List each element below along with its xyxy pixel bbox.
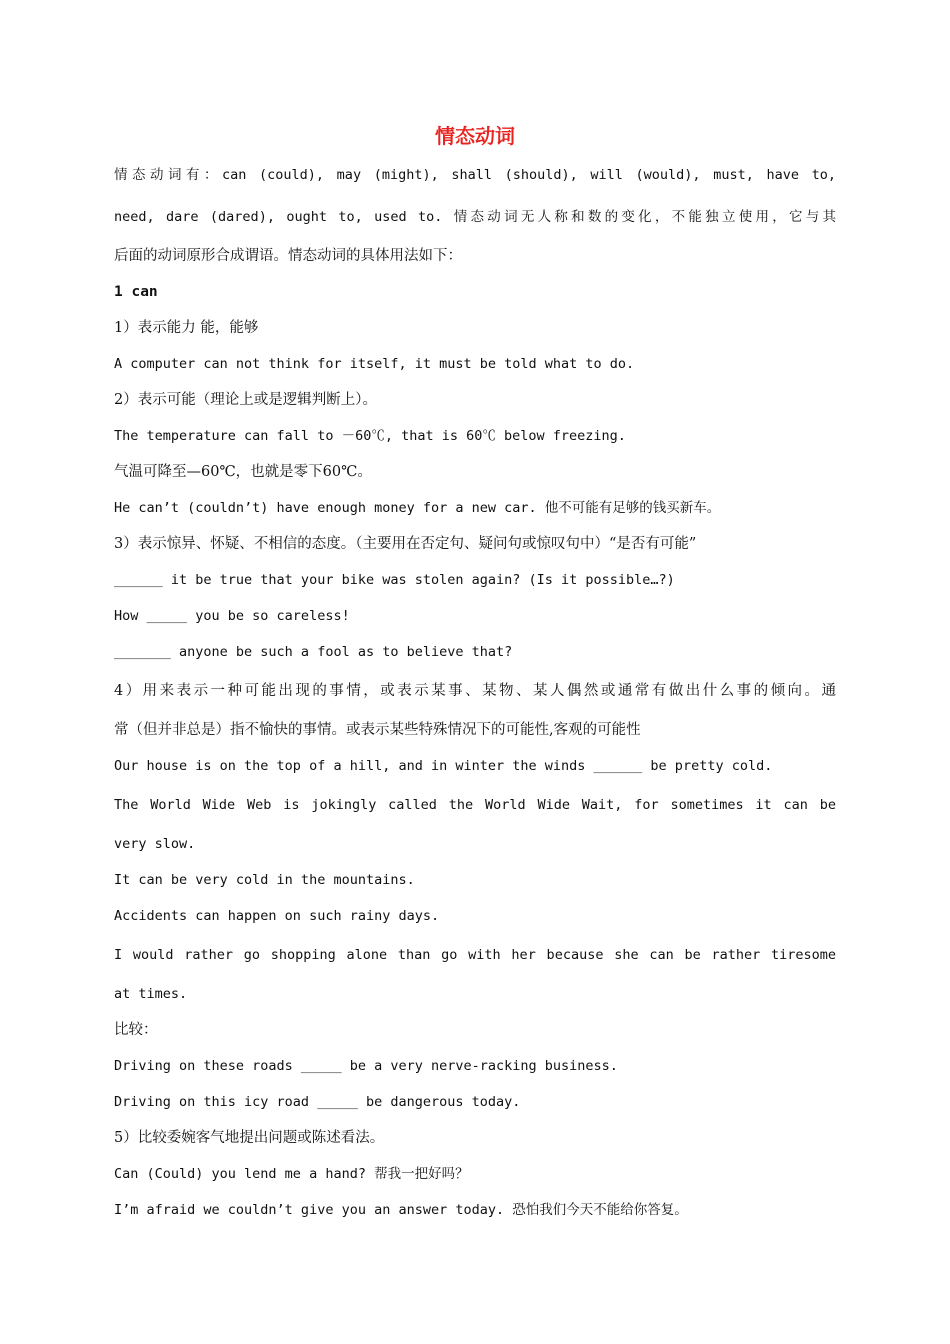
text-line: He can’t (couldn’t) have enough money for a new car. 他不可能有足够的钱买新车。	[114, 500, 721, 516]
text-line: 2）表示可能（理论上或是逻辑判断上）。	[114, 392, 377, 408]
section-heading: 1 can	[114, 284, 158, 300]
text-line: Can (Could) you lend me a hand? 帮我一把好吗？	[114, 1166, 469, 1182]
text-line: The World Wide Web is jokingly called the World Wide Wait, for sometimes it can be	[114, 797, 836, 813]
text-line: 情态动词有：can (could), may (might), shall (should), will (would), must, have to,	[114, 167, 836, 183]
text-line: 3）表示惊异、怀疑、不相信的态度。（主要用在否定句、疑问句或惊叹句中）“是否有可能”	[114, 536, 697, 552]
text-line: It can be very cold in the mountains.	[114, 872, 415, 888]
text-line: very slow.	[114, 836, 196, 852]
text-line: Our house is on the top of a hill, and in winter the winds ______ be pretty cold.	[114, 758, 773, 774]
text-line: ______ it be true that your bike was stolen again? (Is it possible…?)	[114, 572, 675, 588]
text-line: The temperature can fall to －60℃, that is 60℃ below freezing.	[114, 428, 626, 444]
text-line: Driving on this icy road _____ be dangerous today.	[114, 1094, 521, 1110]
text-line: 比较：	[114, 1022, 158, 1038]
text-line: A computer can not think for itself, it must be told what to do.	[114, 356, 635, 372]
text-line: 4）用来表示一种可能出现的事情，或表示某事、某物、某人偶然或通常有做出什么事的倾向。通	[114, 683, 836, 699]
document-page	[114, 118, 836, 1228]
text-line: need, dare (dared), ought to, used to. 情态动词无人称和数的变化，不能独立使用，它与其	[114, 209, 836, 225]
text-line: Accidents can happen on such rainy days.	[114, 908, 440, 924]
text-line: 后面的动词原形合成谓语。情态动词的具体用法如下：	[114, 248, 462, 264]
text-line: I would rather go shopping alone than go with her because she can be rather tiresome	[114, 947, 836, 963]
text-line: 气温可降至—60℃，也就是零下60℃。	[114, 464, 372, 480]
text-line: _______ anyone be such a fool as to believe that?	[114, 644, 513, 660]
page-title: 情态动词	[435, 124, 515, 148]
text-line: 5）比较委婉客气地提出问题或陈述看法。	[114, 1130, 385, 1146]
text-line: How _____ you be so careless!	[114, 608, 350, 624]
text-line: 1）表示能力 能，能够	[114, 320, 259, 336]
text-line: I’m afraid we couldn’t give you an answer today. 恐怕我们今天不能给你答复。	[114, 1202, 688, 1218]
text-line: 常（但并非总是）指不愉快的事情。或表示某些特殊情况下的可能性,客观的可能性	[114, 722, 641, 738]
text-line: at times.	[114, 986, 188, 1002]
text-line: Driving on these roads _____ be a very nerve-racking business.	[114, 1058, 618, 1074]
